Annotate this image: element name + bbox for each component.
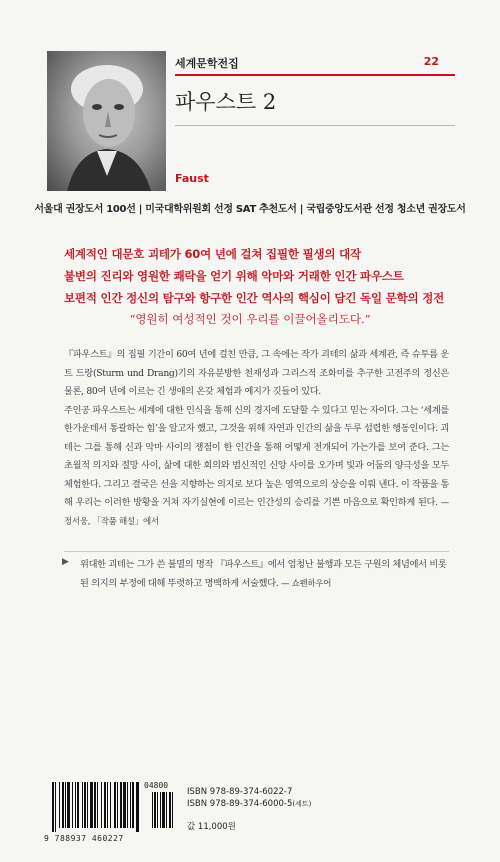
barcode-bar <box>65 782 66 828</box>
goethe-portrait <box>47 51 166 191</box>
barcode-bar <box>87 782 88 828</box>
featured-quote: “영원히 여성적인 것이 우리를 이끌어올리도다.” <box>129 312 371 326</box>
book-title-korean: 파우스트 2 <box>175 90 277 114</box>
tagline-item: 불변의 진리와 영원한 쾌락을 얻기 위해 악마와 거래한 인간 파우스트 <box>64 269 404 283</box>
barcode-addon-bar <box>169 792 171 828</box>
barcode-bar <box>72 782 73 828</box>
barcode-bar <box>117 782 118 828</box>
series-header <box>175 55 439 71</box>
triangle-bullet-icon: ▶ <box>62 557 69 567</box>
barcode-bar <box>101 782 102 828</box>
portrait-illustration <box>47 51 166 191</box>
book-description <box>64 346 449 531</box>
barcode-bar <box>55 782 56 832</box>
barcode-bar <box>107 782 108 828</box>
isbn-info <box>187 786 311 810</box>
isbn-line-1: ISBN 978-89-374-6022-7 <box>187 787 293 797</box>
barcode-addon-number: 04800 <box>144 781 169 790</box>
isbn-barcode <box>44 782 184 842</box>
barcode-bar <box>62 782 64 828</box>
barcode-bar <box>130 782 131 828</box>
price-label: 값 11,000원 <box>187 822 236 832</box>
schopenhauer-quote-text: 위대한 괴테는 그가 쓴 불멸의 명작 『파우스트』에서 엄청난 불행과 모든 구원의 체념에서 비롯된 의지의 부정에 대해 뚜렷하고 명백하게 서술했다. <box>80 559 447 589</box>
barcode-addon-bar <box>172 792 173 828</box>
isbn-line-2-number: ISBN 978-89-374-6000-5 <box>187 799 293 809</box>
section-divider <box>64 551 449 552</box>
book-title-english: Faust <box>175 172 209 185</box>
barcode-addon-bar <box>152 792 153 828</box>
barcode-bar <box>123 782 126 828</box>
barcode-bar <box>132 782 134 828</box>
barcode-bar <box>52 782 54 832</box>
schopenhauer-citation: — 쇼펜하우어 <box>281 579 332 589</box>
barcode-bar <box>110 782 111 828</box>
tagline-list <box>64 243 464 309</box>
barcode-bar <box>84 782 86 828</box>
tagline-item: 보편적 인간 정신의 탐구와 항구한 인간 역사의 핵심이 담긴 독일 문학의 정전 <box>64 291 445 305</box>
description-paragraph-2 <box>64 402 449 532</box>
description-paragraph-2-text: 주인공 파우스트는 세계에 대한 인식을 통해 신의 경지에 도달할 수 있다고 믿는 자이다. 그는 ‘세계를 한가운데서 통괄하는 힘’을 알고자 했고, 그것을 위해 자연과 인간의 삶을 두루 섭렵한 행동인이다. 괴테는 그를 통해 신과 악마 사이의 쟁점이 한 인간을 통해 어떻게 전개되어 가는가를 보여 준다. 그는 초월적 의지와 절망 사이, 삶에 대한 회의와 범신적인 신앙 사이를 오가며 빛과 어둠의 양극성을 모두 체험한다. 그리고 결국은 선을 지향하는 의지로 보다 높은 영역으로의 상승을 이뤄 낸다. 이 작품을 통해 우리는 이러한 방황을 거쳐 자기실현에 이르는 인간성의 승리를 기쁜 마음으로 확인하게 된다. <box>64 404 449 508</box>
series-number: 22 <box>423 55 439 68</box>
barcode-bar <box>67 782 70 828</box>
barcode-bar <box>77 782 79 828</box>
barcode-bar <box>97 782 98 828</box>
barcode-addon-bar <box>166 792 167 828</box>
schopenhauer-quote <box>80 555 449 594</box>
barcode-bar <box>127 782 128 828</box>
barcode-bar <box>90 782 93 828</box>
title-divider <box>175 125 455 126</box>
barcode-addon-bar <box>154 792 156 828</box>
header-red-rule <box>175 74 455 76</box>
description-citation: — 정서웅, 「작품 해설」에서 <box>64 498 449 527</box>
barcode-bar <box>59 782 60 828</box>
tagline-item: 세계적인 대문호 괴테가 60여 년에 걸쳐 집필한 필생의 대작 <box>64 247 361 261</box>
barcode-bar <box>136 782 139 832</box>
barcode-bar <box>120 782 122 828</box>
description-paragraph-1: 『파우스트』의 집필 기간이 60여 년에 걸친 만큼, 그 속에는 작가 괴테의 삶과 세계관, 즉 슈투름 운트 드랑(Sturm und Drang)기의 자유분방한 천재성과 그리스적 조화미를 추구한 고전주의 정신은 물론, 80여 년에 이르는 긴 생애의 온갖 체험과 예지가 깃들어 있다. <box>64 349 449 397</box>
isbn-line-2-note: (세트) <box>292 800 312 808</box>
barcode-bar <box>75 782 76 828</box>
series-label: 세계문학전집 <box>175 57 239 70</box>
barcode-bar <box>94 782 96 828</box>
barcode-ean-number: 9 788937 460227 <box>44 834 124 843</box>
recommendation-badges: 서울대 권장도서 100선 | 미국대학위원회 선정 SAT 추천도서 | 국립중앙도서관 선정 청소년 권장도서 <box>34 204 466 215</box>
barcode-addon-bar <box>160 792 161 828</box>
isbn-line-2 <box>187 798 311 810</box>
barcode-bar <box>114 782 116 828</box>
barcode-bar <box>82 782 83 828</box>
barcode-addon-bar <box>157 792 158 828</box>
barcode-bar <box>104 782 106 828</box>
barcode-addon-bar <box>162 792 165 828</box>
